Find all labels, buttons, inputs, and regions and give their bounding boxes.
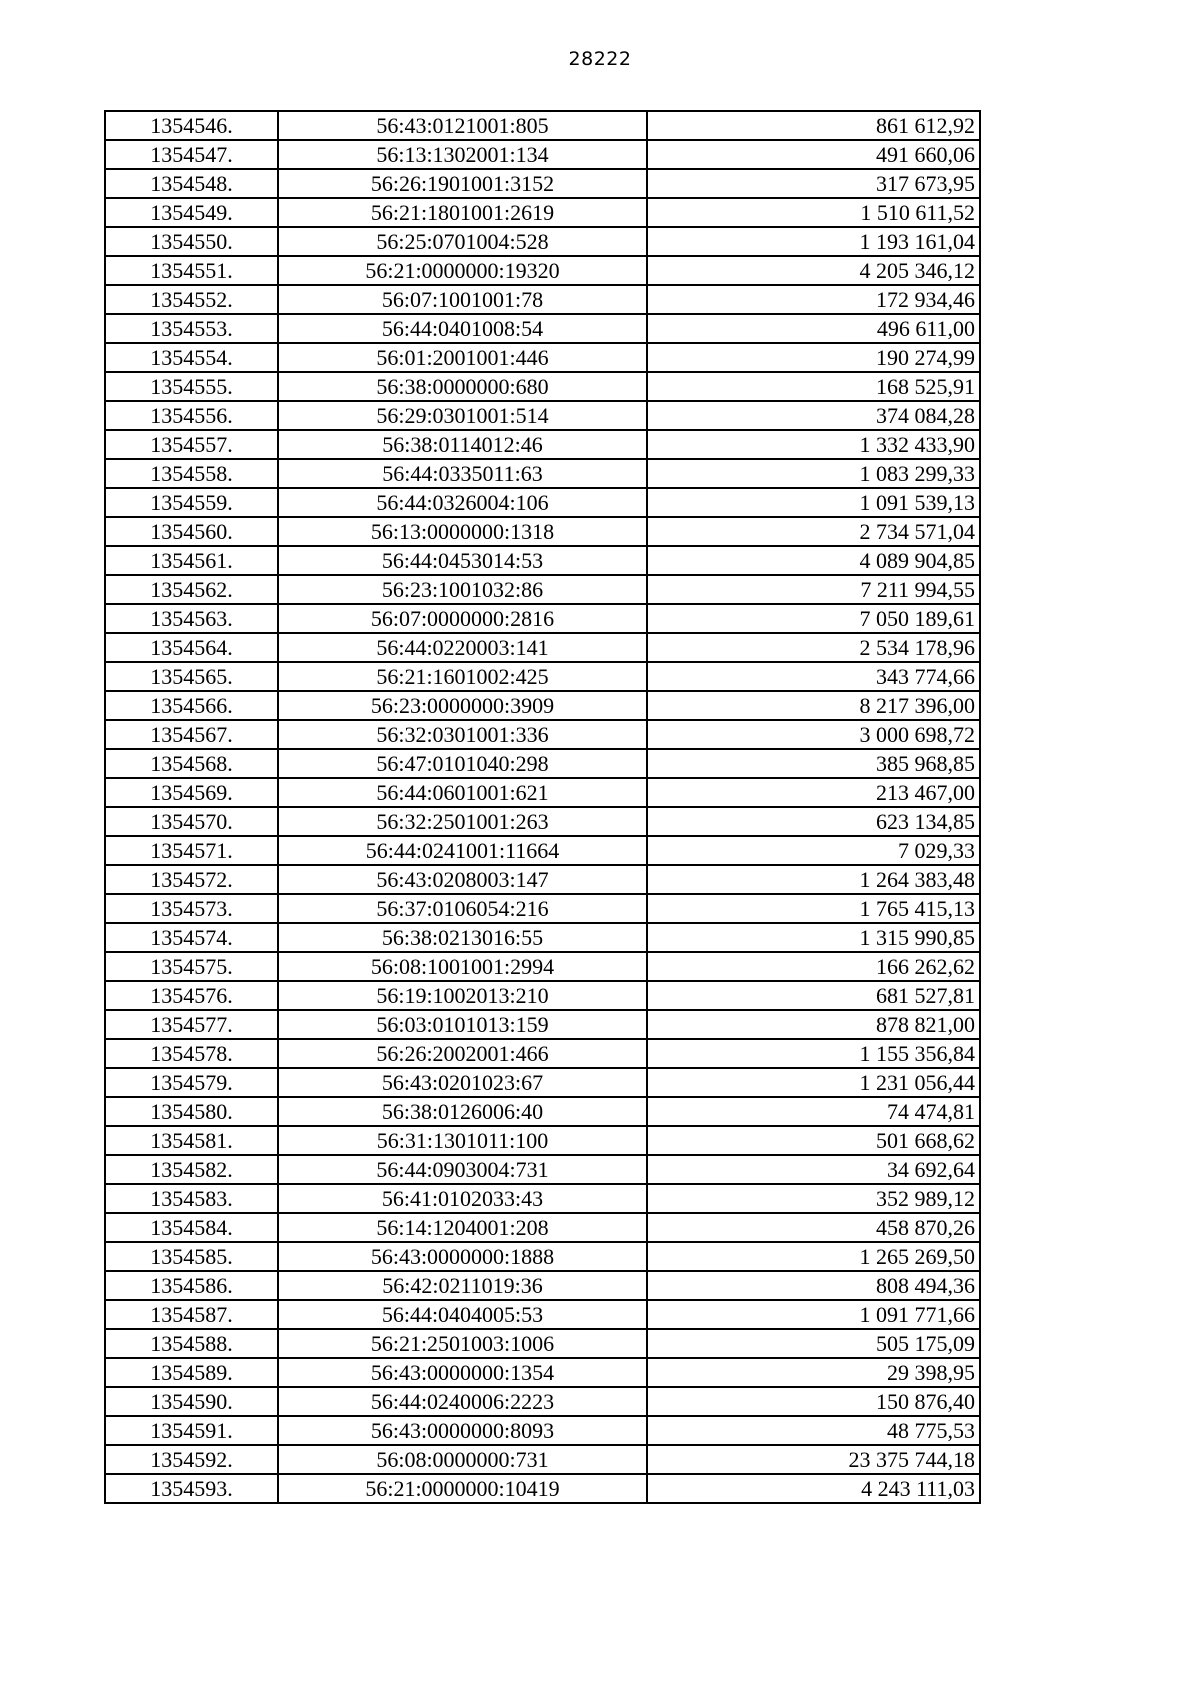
cadastral-number-cell: 56:23:0000000:3909: [278, 691, 647, 720]
cadastral-value-cell: 496 611,00: [647, 314, 980, 343]
cadastral-value-cell: 23 375 744,18: [647, 1445, 980, 1474]
cadastral-value-cell: 190 274,99: [647, 343, 980, 372]
table-row: [105, 1039, 980, 1068]
cadastral-value-cell: 1 083 299,33: [647, 459, 980, 488]
table-row: [105, 720, 980, 749]
row-number-cell: 1354552.: [105, 285, 278, 314]
table-row: [105, 836, 980, 865]
table-row: [105, 894, 980, 923]
cadastral-number-cell: 56:44:0335011:63: [278, 459, 647, 488]
cadastral-value-cell: 861 612,92: [647, 111, 980, 140]
row-number-cell: 1354580.: [105, 1097, 278, 1126]
row-number-cell: 1354567.: [105, 720, 278, 749]
cadastral-number-cell: 56:21:1601002:425: [278, 662, 647, 691]
cadastral-value-cell: 34 692,64: [647, 1155, 980, 1184]
table-row: [105, 1300, 980, 1329]
cadastral-value-cell: 385 968,85: [647, 749, 980, 778]
row-number-cell: 1354563.: [105, 604, 278, 633]
cadastral-number-cell: 56:32:0301001:336: [278, 720, 647, 749]
row-number-cell: 1354561.: [105, 546, 278, 575]
row-number-cell: 1354588.: [105, 1329, 278, 1358]
row-number-cell: 1354557.: [105, 430, 278, 459]
cadastral-value-cell: 4 089 904,85: [647, 546, 980, 575]
table-row: [105, 807, 980, 836]
table-row: [105, 227, 980, 256]
cadastral-number-cell: 56:32:2501001:263: [278, 807, 647, 836]
cadastral-number-cell: 56:44:0404005:53: [278, 1300, 647, 1329]
table-row: [105, 1155, 980, 1184]
row-number-cell: 1354584.: [105, 1213, 278, 1242]
row-number-cell: 1354593.: [105, 1474, 278, 1503]
cadastral-number-cell: 56:21:1801001:2619: [278, 198, 647, 227]
table-row: [105, 1068, 980, 1097]
table-row: [105, 169, 980, 198]
table-row: [105, 1213, 980, 1242]
cadastral-number-cell: 56:14:1204001:208: [278, 1213, 647, 1242]
table-row: [105, 923, 980, 952]
cadastral-value-cell: 2 534 178,96: [647, 633, 980, 662]
cadastral-value-cell: 1 264 383,48: [647, 865, 980, 894]
row-number-cell: 1354554.: [105, 343, 278, 372]
cadastral-number-cell: 56:43:0000000:1888: [278, 1242, 647, 1271]
table-row: [105, 285, 980, 314]
table-row: [105, 691, 980, 720]
cadastral-value-cell: 808 494,36: [647, 1271, 980, 1300]
table-row: [105, 1358, 980, 1387]
table-row: [105, 111, 980, 140]
row-number-cell: 1354570.: [105, 807, 278, 836]
cadastral-number-cell: 56:43:0000000:8093: [278, 1416, 647, 1445]
cadastral-number-cell: 56:43:0121001:805: [278, 111, 647, 140]
cadastral-value-cell: 1 265 269,50: [647, 1242, 980, 1271]
cadastral-number-cell: 56:08:0000000:731: [278, 1445, 647, 1474]
row-number-cell: 1354576.: [105, 981, 278, 1010]
table-row: [105, 981, 980, 1010]
cadastral-value-cell: 458 870,26: [647, 1213, 980, 1242]
cadastral-number-cell: 56:38:0126006:40: [278, 1097, 647, 1126]
cadastral-number-cell: 56:44:0326004:106: [278, 488, 647, 517]
row-number-cell: 1354553.: [105, 314, 278, 343]
cadastral-number-cell: 56:21:2501003:1006: [278, 1329, 647, 1358]
cadastral-number-cell: 56:29:0301001:514: [278, 401, 647, 430]
cadastral-number-cell: 56:44:0903004:731: [278, 1155, 647, 1184]
cadastral-value-cell: 878 821,00: [647, 1010, 980, 1039]
table-row: [105, 1184, 980, 1213]
cadastral-value-cell: 3 000 698,72: [647, 720, 980, 749]
cadastral-value-cell: 317 673,95: [647, 169, 980, 198]
table-row: [105, 140, 980, 169]
cadastral-number-cell: 56:38:0213016:55: [278, 923, 647, 952]
cadastral-number-cell: 56:19:1002013:210: [278, 981, 647, 1010]
row-number-cell: 1354565.: [105, 662, 278, 691]
row-number-cell: 1354558.: [105, 459, 278, 488]
row-number-cell: 1354550.: [105, 227, 278, 256]
row-number-cell: 1354579.: [105, 1068, 278, 1097]
cadastral-value-cell: 74 474,81: [647, 1097, 980, 1126]
table-row: [105, 314, 980, 343]
table-row: [105, 778, 980, 807]
table-row: [105, 343, 980, 372]
table-row: [105, 749, 980, 778]
table-row: [105, 865, 980, 894]
cadastral-value-cell: 168 525,91: [647, 372, 980, 401]
row-number-cell: 1354571.: [105, 836, 278, 865]
row-number-cell: 1354566.: [105, 691, 278, 720]
cadastral-value-cell: 501 668,62: [647, 1126, 980, 1155]
table-row: [105, 1010, 980, 1039]
cadastral-value-cell: 1 231 056,44: [647, 1068, 980, 1097]
cadastral-number-cell: 56:21:0000000:19320: [278, 256, 647, 285]
row-number-cell: 1354559.: [105, 488, 278, 517]
row-number-cell: 1354551.: [105, 256, 278, 285]
cadastral-number-cell: 56:43:0201023:67: [278, 1068, 647, 1097]
cadastral-value-cell: 505 175,09: [647, 1329, 980, 1358]
table-row: [105, 1126, 980, 1155]
cadastral-value-cell: 4 205 346,12: [647, 256, 980, 285]
cadastral-number-cell: 56:26:2002001:466: [278, 1039, 647, 1068]
cadastral-number-cell: 56:03:0101013:159: [278, 1010, 647, 1039]
table-row: [105, 575, 980, 604]
row-number-cell: 1354547.: [105, 140, 278, 169]
row-number-cell: 1354562.: [105, 575, 278, 604]
table-row: [105, 1416, 980, 1445]
cadastral-number-cell: 56:47:0101040:298: [278, 749, 647, 778]
cadastral-number-cell: 56:08:1001001:2994: [278, 952, 647, 981]
cadastral-value-cell: 1 765 415,13: [647, 894, 980, 923]
cadastral-value-cell: 172 934,46: [647, 285, 980, 314]
cadastral-number-cell: 56:44:0401008:54: [278, 314, 647, 343]
cadastral-number-cell: 56:42:0211019:36: [278, 1271, 647, 1300]
row-number-cell: 1354582.: [105, 1155, 278, 1184]
cadastral-number-cell: 56:38:0000000:680: [278, 372, 647, 401]
cadastral-value-cell: 1 332 433,90: [647, 430, 980, 459]
cadastral-value-cell: 7 029,33: [647, 836, 980, 865]
cadastral-number-cell: 56:44:0453014:53: [278, 546, 647, 575]
cadastral-number-cell: 56:21:0000000:10419: [278, 1474, 647, 1503]
cadastral-number-cell: 56:26:1901001:3152: [278, 169, 647, 198]
table-row: [105, 604, 980, 633]
row-number-cell: 1354574.: [105, 923, 278, 952]
table-row: [105, 517, 980, 546]
cadastral-value-cell: 1 091 771,66: [647, 1300, 980, 1329]
cadastral-number-cell: 56:38:0114012:46: [278, 430, 647, 459]
table-row: [105, 1271, 980, 1300]
row-number-cell: 1354560.: [105, 517, 278, 546]
table-row: [105, 1474, 980, 1503]
row-number-cell: 1354583.: [105, 1184, 278, 1213]
row-number-cell: 1354573.: [105, 894, 278, 923]
cadastral-number-cell: 56:07:1001001:78: [278, 285, 647, 314]
cadastral-number-cell: 56:44:0220003:141: [278, 633, 647, 662]
row-number-cell: 1354572.: [105, 865, 278, 894]
row-number-cell: 1354555.: [105, 372, 278, 401]
cadastral-number-cell: 56:13:1302001:134: [278, 140, 647, 169]
row-number-cell: 1354589.: [105, 1358, 278, 1387]
row-number-cell: 1354587.: [105, 1300, 278, 1329]
cadastral-value-cell: 29 398,95: [647, 1358, 980, 1387]
cadastral-number-cell: 56:43:0000000:1354: [278, 1358, 647, 1387]
table-row: [105, 401, 980, 430]
table-row: [105, 459, 980, 488]
cadastral-number-cell: 56:37:0106054:216: [278, 894, 647, 923]
cadastral-value-cell: 1 193 161,04: [647, 227, 980, 256]
cadastral-value-cell: 8 217 396,00: [647, 691, 980, 720]
table-row: [105, 1445, 980, 1474]
table-row: [105, 546, 980, 575]
cadastral-number-cell: 56:41:0102033:43: [278, 1184, 647, 1213]
table-row: [105, 633, 980, 662]
row-number-cell: 1354548.: [105, 169, 278, 198]
table-row: [105, 1242, 980, 1271]
cadastral-value-cell: 343 774,66: [647, 662, 980, 691]
cadastral-value-table: [104, 110, 981, 1504]
row-number-cell: 1354556.: [105, 401, 278, 430]
row-number-cell: 1354581.: [105, 1126, 278, 1155]
row-number-cell: 1354592.: [105, 1445, 278, 1474]
row-number-cell: 1354590.: [105, 1387, 278, 1416]
cadastral-value-cell: 1 510 611,52: [647, 198, 980, 227]
row-number-cell: 1354549.: [105, 198, 278, 227]
cadastral-value-cell: 1 155 356,84: [647, 1039, 980, 1068]
cadastral-value-cell: 623 134,85: [647, 807, 980, 836]
cadastral-value-cell: 7 050 189,61: [647, 604, 980, 633]
cadastral-number-cell: 56:44:0241001:11664: [278, 836, 647, 865]
table-row: [105, 1329, 980, 1358]
cadastral-value-cell: 166 262,62: [647, 952, 980, 981]
cadastral-number-cell: 56:23:1001032:86: [278, 575, 647, 604]
cadastral-number-cell: 56:25:0701004:528: [278, 227, 647, 256]
cadastral-value-cell: 48 775,53: [647, 1416, 980, 1445]
table-row: [105, 1097, 980, 1126]
cadastral-value-cell: 491 660,06: [647, 140, 980, 169]
row-number-cell: 1354578.: [105, 1039, 278, 1068]
table-row: [105, 198, 980, 227]
table-row: [105, 256, 980, 285]
row-number-cell: 1354591.: [105, 1416, 278, 1445]
cadastral-value-cell: 1 315 990,85: [647, 923, 980, 952]
row-number-cell: 1354575.: [105, 952, 278, 981]
cadastral-number-cell: 56:13:0000000:1318: [278, 517, 647, 546]
cadastral-number-cell: 56:44:0601001:621: [278, 778, 647, 807]
table-row: [105, 430, 980, 459]
table-row: [105, 488, 980, 517]
cadastral-value-cell: 7 211 994,55: [647, 575, 980, 604]
row-number-cell: 1354577.: [105, 1010, 278, 1039]
cadastral-value-cell: 352 989,12: [647, 1184, 980, 1213]
cadastral-value-cell: 374 084,28: [647, 401, 980, 430]
cadastral-number-cell: 56:44:0240006:2223: [278, 1387, 647, 1416]
table-row: [105, 662, 980, 691]
row-number-cell: 1354546.: [105, 111, 278, 140]
row-number-cell: 1354564.: [105, 633, 278, 662]
cadastral-value-cell: 1 091 539,13: [647, 488, 980, 517]
table-row: [105, 372, 980, 401]
cadastral-value-cell: 4 243 111,03: [647, 1474, 980, 1503]
row-number-cell: 1354569.: [105, 778, 278, 807]
cadastral-value-cell: 150 876,40: [647, 1387, 980, 1416]
row-number-cell: 1354585.: [105, 1242, 278, 1271]
table-row: [105, 1387, 980, 1416]
cadastral-value-cell: 213 467,00: [647, 778, 980, 807]
cadastral-number-cell: 56:43:0208003:147: [278, 865, 647, 894]
row-number-cell: 1354586.: [105, 1271, 278, 1300]
cadastral-value-cell: 681 527,81: [647, 981, 980, 1010]
table-body: [105, 111, 980, 1503]
cadastral-number-cell: 56:01:2001001:446: [278, 343, 647, 372]
cadastral-number-cell: 56:31:1301011:100: [278, 1126, 647, 1155]
row-number-cell: 1354568.: [105, 749, 278, 778]
page-number: 28222: [568, 48, 632, 70]
table-row: [105, 952, 980, 981]
cadastral-value-cell: 2 734 571,04: [647, 517, 980, 546]
cadastral-number-cell: 56:07:0000000:2816: [278, 604, 647, 633]
